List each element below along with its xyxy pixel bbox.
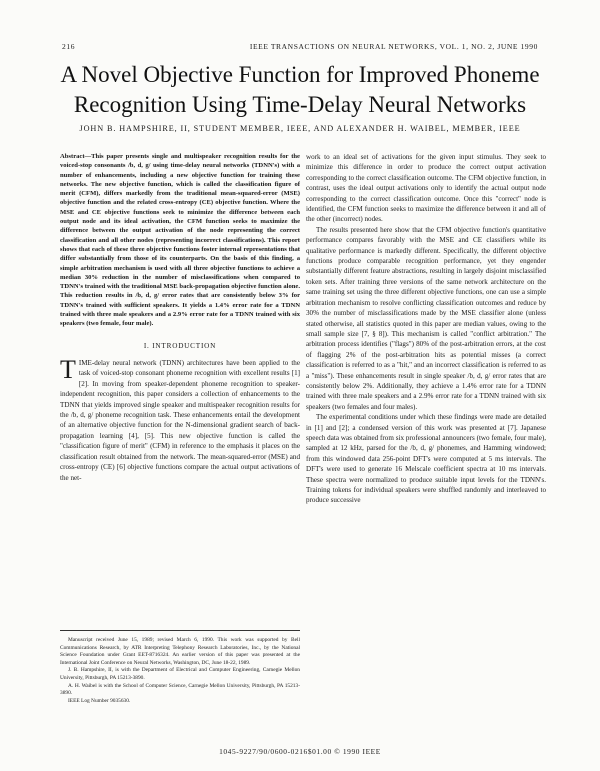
- footnote-log-number: IEEE Log Number 9035630.: [68, 697, 131, 704]
- right-column: [306, 152, 546, 506]
- section-heading-introduction: I. INTRODUCTION: [143, 341, 217, 350]
- body-paragraph: The experimental conditions under which these findings were made are detailed in [1] and [2]; a condensed version of this work was presented at [7]. Japanese speech data was obtained from six professional announcers (two female, four male), sampled at 12 kHz, parsed for the /b, d, g/ phonemes, and Hamming windowed; from this windowed data 256-point DFT's were computed at 5 ms intervals. The DFT's were used to generate 16 Melscale coefficient spectra at 10 ms intervals. These spectra were normalized to produce suitable input levels for the TDNN's. Training tokens for individual speakers were shuffled randomly and interleaved to produce successive: [306, 413, 546, 505]
- footnotes: [60, 630, 300, 705]
- footnote-manuscript: Manuscript received June 15, 1989; revised March 6, 1990. This work was supported by Bell Communications Research, by ATR Interpreting Telephony Research Laboratories, Inc., by the National Science Foundation under Grant EET-8716324. An earlier version of this paper was presented at the International Joint Conference on Neural Networks, Washington, DC, June 18-22, 1989.: [60, 637, 300, 666]
- abstract: Abstract—This paper presents single and multispeaker recognition results for the voiced-stop consonants /b, d, g/ using time-delay neural networks (TDNN's) with a number of enhancements, including a new objective function for training these networks. The new objective function, which is called the classification figure of merit (CFM), differs markedly from the traditional mean-squared-error (MSE) objective function and the related cross-entropy (CE) objective function. Where the MSE and CE objective functions seek to minimize the difference between each output node and its ideal activation, the CFM function seeks to maximize the difference between the output activation of the node representing the correct classification and all other nodes (representing incorrect classifications). This report shows that each of these three objective functions foster internal representations that differ substantially from those of its counterparts. On the basis of this finding, a simple arbitration mechanism is used with all three objective functions to achieve a median 30% reduction in the number of misclassifications when compared to TDNN's trained with the traditional MSE back-propagation objective function alone. This reduction results in /b, d, g/ error rates that are consistently below 3% for TDNN's trained with sufficient speakers. It yields a 1.4% error rate for a TDNN trained with three male speakers and a 2.9% error rate for a TDNN trained with six speakers (two female, four male).: [60, 153, 300, 328]
- footnote-waibel: A. H. Waibel is with the School of Computer Science, Carnegie Mellon University, Pittsburgh, PA 15213-3890.: [60, 682, 300, 697]
- introduction-paragraph: [60, 355, 300, 483]
- footnote-hampshire: J. B. Hampshire, II, is with the Department of Electrical and Computer Engineering, Carnegie Mellon University, Pittsburgh, PA 15213-3890.: [60, 667, 300, 681]
- introduction-text: IME-delay neural network (TDNN) architectures have been applied to the task of voiced-stop consonant phoneme recognition with excellent results [1] [2]. In moving from speaker-dependent phoneme recognition to speaker-independent recognition, this paper considers a collection of enhancements to the TDNN that yields improved single speaker and multispeaker recognition results for the /b, d, g/ phoneme recognition task. These enhancements entail the development of an alternative objective function for the N-dimensional gradient search of back-propagation learning [4], [5]. This new objective function is called the "classification figure of merit" (CFM) in reference to the emphasis it places on the classification result obtained from the network. The mean-squared-error (MSE) and cross-entropy (CE) [6] objective functions compare the actual output activations of the net-: [60, 359, 300, 482]
- drop-cap: T: [60, 355, 76, 385]
- left-column: [60, 152, 300, 483]
- journal-header: IEEE TRANSACTIONS ON NEURAL NETWORKS, VOL. 1, NO. 2, JUNE 1990: [249, 42, 538, 51]
- paper-title: A Novel Objective Function for Improved Phoneme Recognition Using Time-Delay Neural Networks: [60, 62, 540, 117]
- page-number: 216: [62, 42, 76, 51]
- author-line: JOHN B. HAMPSHIRE, II, STUDENT MEMBER, IEEE, AND ALEXANDER H. WAIBEL, MEMBER, IEEE: [79, 124, 521, 133]
- body-paragraph: The results presented here show that the CFM objective function's quantitative performance compares favorably with the MSE and CE classifiers while its qualitative performance is markedly different. Specifically, the different objective functions produce comparable recognition performance, yet they engender substantially different feature abstractions, resulting in largely disjoint misclassified token sets. After training three versions of the same network architecture on the same training set using the three different objective functions, one can use a simple arbitration mechanism to resolve conflicting classification outcomes and reduce by 30% the number of misclassifications made by the MSE classifier alone (unless stated otherwise, all statistics quoted in this paper are median values, owing to the small sample size [7, § 8]). This mechanism is called "conflict arbitration." The arbitration process identifies ("flags") 80% of the post-arbitration errors, at the cost of flagging 2% of the post-arbitration hits as potential misses (a correct classification is referred to as a "hit," and an incorrect classification is referred to as a "miss"). These enhancements result in single speaker /b, d, g/ error rates that are consistently below 2%. Additionally, they achieve a 1.4% error rate for a TDNN trained with three male speakers and a 2.9% error rate for a TDNN trained with six speakers (two females and four males).: [306, 225, 546, 411]
- body-paragraph: work to an ideal set of activations for the given input stimulus. They seek to minimize this difference in order to produce the correct output activation corresponding to the correct classification outcome. The CFM objective function, in contrast, uses the ideal output activations only to identify the actual output node corresponding to the correct classification outcome. Once this "correct" node is identified, the CFM function seeks to maximize the difference between it and all of the other (incorrect) nodes.: [306, 153, 546, 224]
- copyright-line: 1045-9227/90/0600-0216$01.00 © 1990 IEEE: [219, 747, 381, 756]
- running-header: [62, 42, 538, 54]
